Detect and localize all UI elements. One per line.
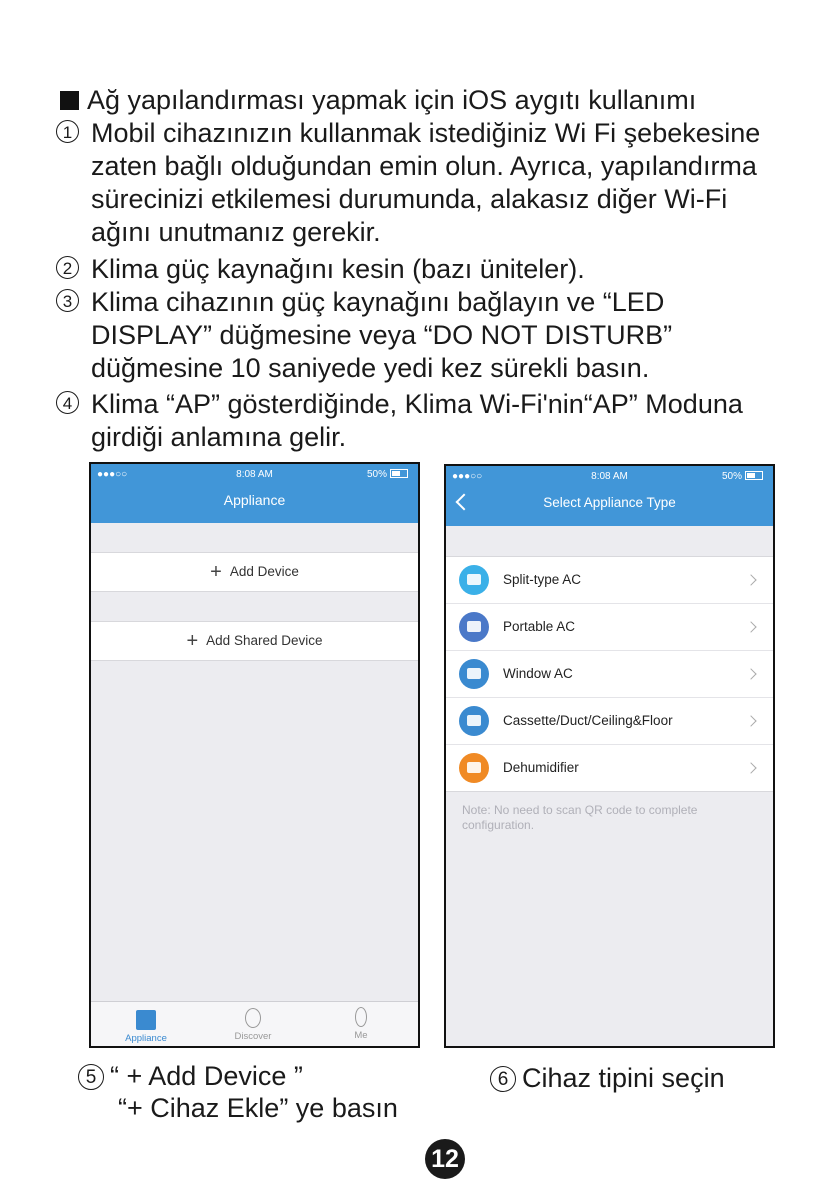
item-label: Window AC — [503, 666, 573, 681]
chevron-right-icon — [745, 621, 756, 632]
add-shared-device-label: Add Shared Device — [206, 633, 323, 648]
tab-me[interactable] — [321, 1006, 401, 1041]
section-heading — [60, 84, 696, 116]
step-2 — [56, 253, 791, 286]
nav-bar — [446, 466, 773, 526]
caption-6 — [490, 1063, 725, 1094]
battery-icon — [745, 471, 763, 480]
battery-indicator — [367, 469, 408, 480]
step-1 — [56, 117, 791, 249]
step-3 — [56, 286, 721, 385]
chevron-right-icon — [745, 715, 756, 726]
portable-ac-icon — [459, 612, 489, 642]
battery-percent: 50% — [366, 469, 387, 480]
list-item-window-ac[interactable] — [446, 651, 773, 698]
appliance-type-list — [446, 556, 773, 792]
appliance-icon — [136, 1010, 156, 1030]
chevron-right-icon — [745, 668, 756, 679]
chevron-right-icon — [745, 762, 756, 773]
tab-label: Me — [354, 1030, 368, 1041]
signal-indicator: ●●●○○ — [97, 469, 128, 480]
page-number: 12 — [425, 1139, 465, 1179]
compass-icon — [245, 1008, 261, 1028]
list-item-portable-ac[interactable] — [446, 604, 773, 651]
step-text: Klima cihazının güç kaynağını bağlayın ve “LED DISPLAY” düğmesine veya “DO NOT DISTURB” düğmesine 10 saniyede yedi kez sürekli basın. — [91, 287, 673, 383]
chevron-right-icon — [745, 574, 756, 585]
item-label: Dehumidifier — [503, 760, 579, 775]
note-text: Note: No need to scan QR code to complete configuration. — [462, 803, 698, 832]
phone-screen-select-type — [444, 464, 775, 1048]
caption-line-1: “ + Add Device ” — [110, 1061, 303, 1091]
signal-indicator: ●●●○○ — [452, 471, 483, 482]
status-time: 8:08 AM — [591, 471, 628, 482]
step-4 — [56, 388, 791, 454]
step-number: 4 — [56, 391, 79, 414]
step-number: 2 — [56, 256, 79, 279]
bullet-square-icon — [60, 91, 79, 110]
person-icon — [355, 1007, 367, 1027]
list-item-split-ac[interactable] — [446, 557, 773, 604]
heading-text: Ağ yapılandırması yapmak için iOS aygıtı kullanımı — [87, 85, 697, 115]
tab-label: Discover — [234, 1031, 272, 1042]
step-text: Klima güç kaynağını kesin (bazı üniteler). — [91, 254, 585, 284]
list-item-dehumidifier[interactable] — [446, 745, 773, 791]
item-label: Portable AC — [503, 619, 576, 634]
nav-title: Appliance — [223, 492, 286, 508]
step-text: Klima “AP” gösterdiğinde, Klima Wi-Fi'nin“AP” Moduna girdiği anlamına gelir. — [91, 389, 743, 452]
split-ac-icon — [459, 565, 489, 595]
caption-number: 6 — [490, 1066, 516, 1092]
tab-discover[interactable] — [213, 1006, 293, 1042]
status-time: 8:08 AM — [236, 469, 273, 480]
step-text: Mobil cihazınızın kullanmak istediğiniz Wi Fi şebekesine zaten bağlı olduğundan emin olun. Ayrıca, yapılandırma sürecinizi etkilemesi durumunda, alakasız diğer Wi-Fi ağını unutmanız gerekir. — [91, 118, 761, 247]
plus-icon: + — [186, 630, 199, 652]
step-number: 3 — [56, 289, 79, 312]
status-bar — [91, 464, 418, 486]
add-shared-device-button[interactable] — [91, 621, 418, 661]
battery-icon — [390, 469, 408, 478]
caption-5-line-2: “+ Cihaz Ekle” ye basın — [118, 1093, 398, 1123]
add-device-label: Add Device — [229, 564, 299, 579]
item-label: Split-type AC — [503, 572, 582, 587]
caption-number: 5 — [78, 1064, 104, 1090]
nav-bar — [91, 464, 418, 523]
plus-icon: + — [210, 561, 222, 583]
status-bar — [446, 466, 773, 488]
item-label: Cassette/Duct/Ceiling&Floor — [503, 713, 673, 728]
nav-title: Select Appliance Type — [543, 495, 676, 510]
add-device-button[interactable] — [91, 552, 418, 592]
tab-appliance[interactable] — [106, 1006, 186, 1044]
battery-indicator — [722, 471, 763, 482]
dehumidifier-icon — [459, 753, 489, 783]
battery-percent: 50% — [721, 471, 742, 482]
list-item-cassette[interactable] — [446, 698, 773, 745]
caption-text: Cihaz tipini seçin — [522, 1063, 725, 1093]
tab-label: Appliance — [125, 1033, 167, 1044]
tab-bar — [91, 1001, 418, 1046]
caption-5 — [78, 1061, 303, 1092]
window-ac-icon — [459, 659, 489, 689]
step-number: 1 — [56, 120, 79, 143]
cassette-ac-icon — [459, 706, 489, 736]
phone-screen-appliance — [89, 462, 420, 1048]
